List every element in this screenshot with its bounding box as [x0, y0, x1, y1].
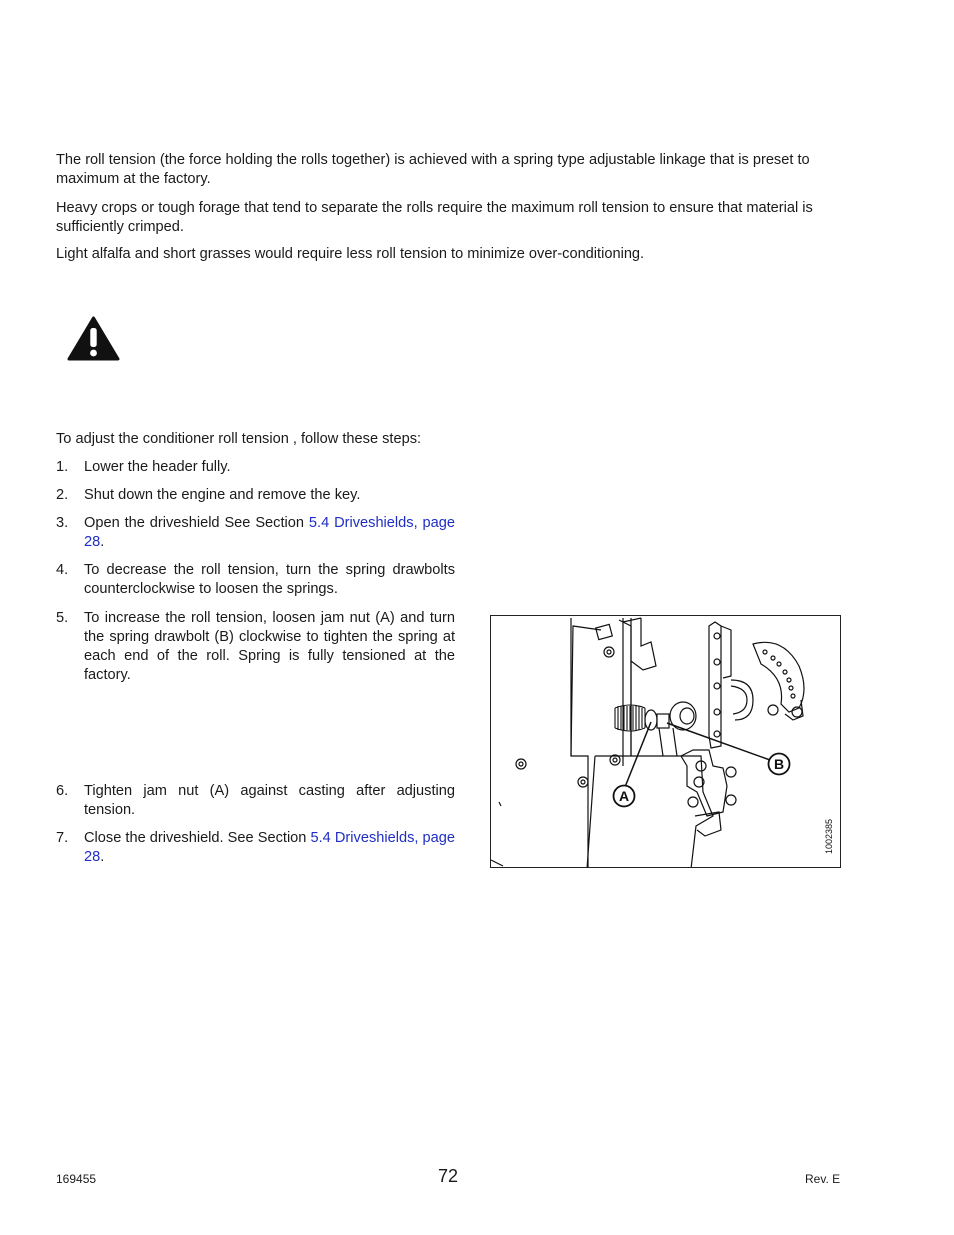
step-text: To increase the roll tension, loosen jam nut (A) and turn the spring drawbolt (B) clockwise to tighten the spring at each end of the roll. Spring is fully tensioned at the factory.: [84, 610, 455, 683]
callout-a-label: A: [618, 788, 630, 804]
step-number: 3.: [56, 515, 69, 531]
step-number: 5.: [56, 610, 69, 626]
driveshields-section-link[interactable]: 5.4 Driveshields, page 28: [84, 830, 455, 865]
step-text: Close the driveshield. See Section 5.4 Driveshields, page 28.: [84, 830, 455, 865]
step-number: 6.: [56, 783, 69, 799]
step-number: 4.: [56, 562, 69, 578]
intro-paragraph-1: The roll tension (the force holding the rolls together) is achieved with a spring type adjustable linkage that is preset to maximum at the factory.: [56, 152, 810, 187]
step-number: 7.: [56, 830, 69, 846]
spring-linkage-drawing: [491, 616, 841, 868]
warning-triangle-icon: [67, 316, 120, 361]
revision-label: Rev. E: [805, 1172, 841, 1186]
figure-id-label: 1002385: [824, 818, 834, 854]
step-text: Lower the header fully.: [84, 459, 231, 475]
step-text: Tighten jam nut (A) against casting after adjusting tension.: [84, 783, 455, 818]
step-text: To decrease the roll tension, turn the spring drawbolts counterclockwise to loosen the springs.: [84, 562, 455, 597]
procedure-intro: To adjust the conditioner roll tension , follow these steps:: [56, 431, 422, 447]
document-number: 169455: [56, 1172, 97, 1186]
intro-paragraph-2: Heavy crops or tough forage that tend to separate the rolls require the maximum roll tension to ensure that material is sufficiently crimped.: [56, 200, 813, 235]
intro-paragraph-3: Light alfalfa and short grasses would require less roll tension to minimize over-conditioning.: [56, 246, 645, 262]
roll-tension-illustration: [490, 615, 841, 868]
step-number: 1.: [56, 459, 69, 475]
page-number: 72: [438, 1166, 459, 1186]
step-text: Shut down the engine and remove the key.: [84, 487, 361, 503]
step-number: 2.: [56, 487, 69, 503]
driveshields-section-link[interactable]: 5.4 Driveshields, page 28: [84, 515, 455, 550]
callout-b-label: B: [773, 756, 785, 772]
step-text: Open the driveshield See Section 5.4 Driveshields, page 28.: [84, 515, 455, 550]
